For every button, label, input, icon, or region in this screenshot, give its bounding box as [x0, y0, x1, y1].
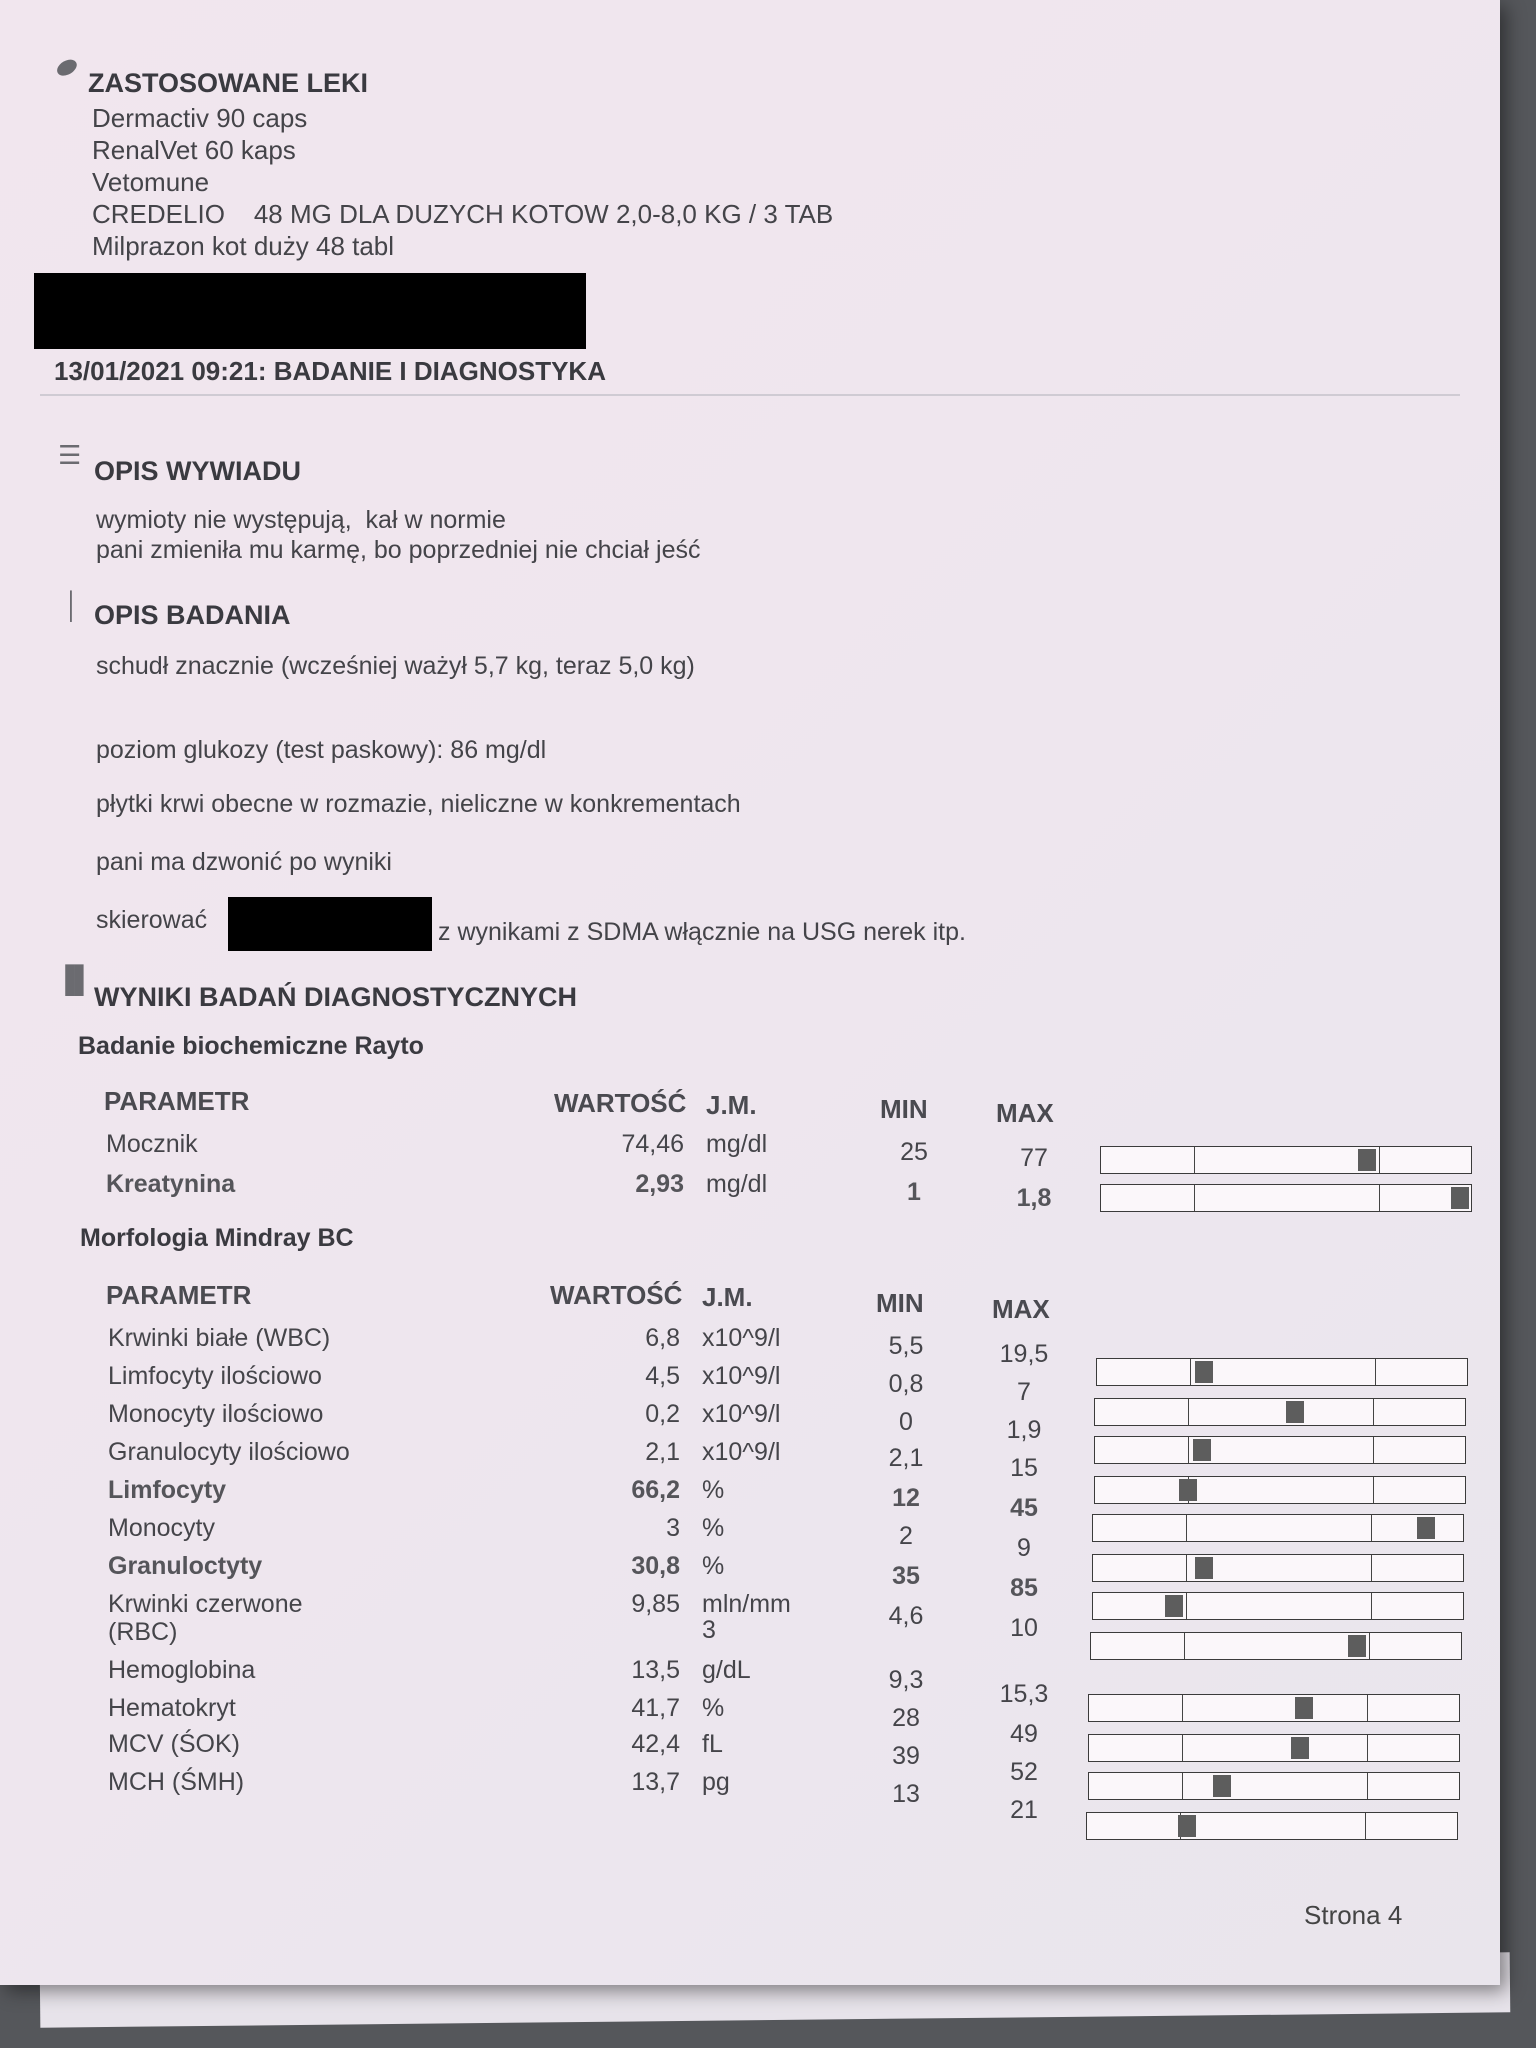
range-max-tick	[1369, 1633, 1371, 1659]
col-header-value: WARTOŚĆ	[554, 1088, 687, 1118]
range-bar	[1092, 1592, 1464, 1620]
param-unit: fL	[702, 1730, 723, 1758]
param-unit: %	[702, 1694, 725, 1722]
param-min: 0,8	[888, 1370, 924, 1398]
param-max: 45	[1010, 1494, 1038, 1522]
range-bar	[1088, 1694, 1460, 1722]
param-unit: mg/dl	[706, 1170, 768, 1198]
param-unit: x10^9/l	[702, 1400, 781, 1428]
param-name: Monocyty	[108, 1514, 215, 1542]
param-unit: mln/mm	[702, 1590, 791, 1618]
param-min: 2,1	[888, 1444, 924, 1472]
range-max-tick	[1373, 1437, 1375, 1463]
param-name: Monocyty ilościowo	[108, 1400, 324, 1428]
range-max-tick	[1373, 1399, 1375, 1425]
range-max-tick	[1379, 1185, 1381, 1211]
range-max-tick	[1365, 1813, 1367, 1839]
range-max-tick	[1379, 1147, 1381, 1173]
referral-suffix: z wynikami z SDMA włącznie na USG nerek itp.	[438, 918, 966, 946]
range-min-tick	[1194, 1147, 1196, 1173]
exam-line: poziom glukozy (test paskowy): 86 mg/dl	[96, 736, 547, 764]
page-number: Strona 4	[1304, 1900, 1403, 1930]
interview-line: pani zmieniła mu karmę, bo poprzedniej nie chciał jeść	[96, 536, 701, 564]
range-max-tick	[1375, 1359, 1377, 1385]
range-bar	[1092, 1554, 1464, 1582]
param-max: 15	[1010, 1454, 1038, 1482]
param-max: 1,8	[1016, 1184, 1052, 1212]
range-max-tick	[1367, 1773, 1369, 1799]
redaction-block	[228, 897, 432, 951]
medication-item: Vetomune	[92, 167, 210, 197]
range-min-tick	[1182, 1735, 1184, 1761]
param-name: MCH (ŚMH)	[108, 1768, 245, 1796]
range-min-tick	[1182, 1773, 1184, 1799]
medication-item: Dermactiv 90 caps	[92, 103, 308, 133]
param-max: 85	[1010, 1574, 1038, 1602]
value-marker	[1295, 1697, 1313, 1719]
value-marker	[1291, 1737, 1309, 1759]
range-bar	[1094, 1476, 1466, 1504]
col-header-param: PARAMETR	[104, 1086, 250, 1116]
range-bar	[1086, 1812, 1458, 1840]
divider	[40, 394, 1460, 396]
stethoscope-icon: ☰	[58, 440, 82, 470]
range-bar	[1100, 1184, 1472, 1212]
param-unit: x10^9/l	[702, 1324, 781, 1352]
range-min-tick	[1184, 1633, 1186, 1659]
referral-prefix: skierować	[96, 906, 208, 934]
value-marker	[1348, 1635, 1366, 1657]
interview-title: OPIS WYWIADU	[94, 456, 301, 486]
param-unit: %	[702, 1552, 725, 1580]
param-min: 25	[900, 1138, 928, 1166]
param-value: 9,85	[631, 1590, 680, 1618]
col-header-param: PARAMETR	[106, 1280, 252, 1310]
interview-line: wymioty nie występują, kał w normie	[96, 506, 506, 534]
range-min-tick	[1188, 1437, 1190, 1463]
param-value: 66,2	[631, 1476, 680, 1504]
value-marker	[1286, 1401, 1304, 1423]
value-marker	[1165, 1595, 1183, 1617]
interview-text	[96, 505, 700, 565]
value-marker	[1417, 1517, 1435, 1539]
range-min-tick	[1182, 1695, 1184, 1721]
range-bar	[1096, 1358, 1468, 1386]
exam-title: OPIS BADANIA	[94, 600, 291, 630]
param-max: 49	[1010, 1720, 1038, 1748]
range-max-tick	[1371, 1555, 1373, 1581]
visit-heading: 13/01/2021 09:21: BADANIE I DIAGNOSTYKA	[54, 356, 606, 386]
range-bar	[1090, 1632, 1462, 1660]
value-marker	[1178, 1815, 1196, 1837]
medications-title: ZASTOSOWANE LEKI	[88, 68, 369, 98]
exam-line: schudł znacznie (wcześniej ważył 5,7 kg, teraz 5,0 kg)	[96, 652, 695, 680]
param-max: 1,9	[1006, 1416, 1042, 1444]
param-name: Krwinki białe (WBC)	[108, 1324, 331, 1352]
param-min: 9,3	[888, 1666, 924, 1694]
value-marker	[1193, 1439, 1211, 1461]
param-name: Hematokryt	[108, 1694, 236, 1722]
value-marker	[1179, 1479, 1197, 1501]
range-max-tick	[1373, 1477, 1375, 1503]
param-unit: g/dL	[702, 1656, 751, 1684]
range-min-tick	[1186, 1593, 1188, 1619]
value-marker	[1213, 1775, 1231, 1797]
param-min: 35	[892, 1562, 920, 1590]
param-unit: x10^9/l	[702, 1438, 781, 1466]
param-min: 1	[907, 1178, 921, 1206]
param-name: Granulocyty ilościowo	[108, 1438, 350, 1466]
param-max: 21	[1010, 1796, 1038, 1824]
param-max: 9	[1017, 1534, 1031, 1562]
range-max-tick	[1371, 1593, 1373, 1619]
param-value: 13,7	[631, 1768, 680, 1796]
value-marker	[1195, 1361, 1213, 1383]
exam-line: płytki krwi obecne w rozmazie, nieliczne w konkrementach	[96, 790, 741, 818]
param-name: Granuloctyty	[108, 1552, 263, 1580]
range-max-tick	[1367, 1735, 1369, 1761]
param-value: 42,4	[631, 1730, 680, 1758]
medication-item: Milprazon kot duży 48 tabl	[92, 231, 395, 261]
range-bar	[1092, 1514, 1464, 1542]
pill-icon: ⬬	[49, 48, 84, 86]
range-min-tick	[1194, 1185, 1196, 1211]
range-min-tick	[1190, 1359, 1192, 1385]
param-min: 4,6	[888, 1602, 924, 1630]
param-name: Limfocyty	[108, 1476, 227, 1504]
range-min-tick	[1186, 1555, 1188, 1581]
param-max: 77	[1020, 1144, 1048, 1172]
param-unit: mg/dl	[706, 1130, 768, 1158]
col-header-unit: J.M.	[702, 1282, 753, 1312]
param-max: 52	[1010, 1758, 1038, 1786]
param-value: 2,1	[645, 1438, 680, 1466]
exam-line: pani ma dzwonić po wyniki	[96, 848, 392, 876]
col-header-max: MAX	[992, 1294, 1050, 1324]
param-min: 13	[892, 1780, 920, 1808]
range-bar	[1100, 1146, 1472, 1174]
col-header-unit: J.M.	[706, 1090, 757, 1120]
param-name: MCV (ŚOK)	[108, 1730, 240, 1758]
param-value: 3	[666, 1514, 680, 1542]
results-title: WYNIKI BADAŃ DIAGNOSTYCZNYCH	[94, 982, 577, 1012]
param-min: 0	[899, 1408, 913, 1436]
param-value: 2,93	[635, 1170, 684, 1198]
col-header-min: MIN	[880, 1094, 928, 1124]
param-unit: pg	[702, 1768, 730, 1796]
col-header-max: MAX	[996, 1098, 1054, 1128]
range-min-tick	[1188, 1399, 1190, 1425]
range-bar	[1088, 1734, 1460, 1762]
medication-item: RenalVet 60 kaps	[92, 135, 296, 165]
test-tubes-icon: ▐▌	[56, 964, 93, 994]
param-min: 12	[892, 1484, 920, 1512]
param-value: 13,5	[631, 1656, 680, 1684]
param-name: Limfocyty ilościowo	[108, 1362, 322, 1390]
param-min: 5,5	[888, 1332, 924, 1360]
param-min: 39	[892, 1742, 920, 1770]
param-value: 6,8	[645, 1324, 680, 1352]
biochem-title: Badanie biochemiczne Rayto	[78, 1032, 424, 1060]
param-unit-line2: 3	[702, 1616, 716, 1644]
medication-item: CREDELIO 48 MG DLA DUZYCH KOTOW 2,0-8,0 KG / 3 TAB	[92, 199, 834, 229]
thermometer-icon: │	[64, 590, 81, 620]
range-max-tick	[1367, 1695, 1369, 1721]
value-marker	[1451, 1187, 1469, 1209]
param-value: 41,7	[631, 1694, 680, 1722]
param-max: 15,3	[999, 1680, 1049, 1708]
param-value: 4,5	[645, 1362, 680, 1390]
param-max: 10	[1010, 1614, 1038, 1642]
col-header-min: MIN	[876, 1288, 924, 1318]
redaction-block	[34, 273, 586, 349]
col-header-value: WARTOŚĆ	[550, 1280, 683, 1310]
param-min: 2	[899, 1522, 913, 1550]
value-marker	[1195, 1557, 1213, 1579]
param-value: 74,46	[621, 1130, 684, 1158]
param-value: 30,8	[631, 1552, 680, 1580]
param-name: Krwinki czerwone (RBC)	[108, 1590, 303, 1646]
param-unit: %	[702, 1476, 725, 1504]
param-max: 7	[1017, 1378, 1031, 1406]
param-unit: x10^9/l	[702, 1362, 781, 1390]
param-max: 19,5	[999, 1340, 1049, 1368]
range-bar	[1094, 1398, 1466, 1426]
param-name: Hemoglobina	[108, 1656, 256, 1684]
param-unit: %	[702, 1514, 725, 1542]
range-min-tick	[1186, 1515, 1188, 1541]
param-name: Kreatynina	[106, 1170, 236, 1198]
morph-title: Morfologia Mindray BC	[80, 1224, 354, 1252]
range-bar	[1088, 1772, 1460, 1800]
param-name: Mocznik	[106, 1130, 198, 1158]
value-marker	[1358, 1149, 1376, 1171]
range-max-tick	[1371, 1515, 1373, 1541]
medications-list	[92, 102, 833, 262]
param-min: 28	[892, 1704, 920, 1732]
param-value: 0,2	[645, 1400, 680, 1428]
range-bar	[1094, 1436, 1466, 1464]
